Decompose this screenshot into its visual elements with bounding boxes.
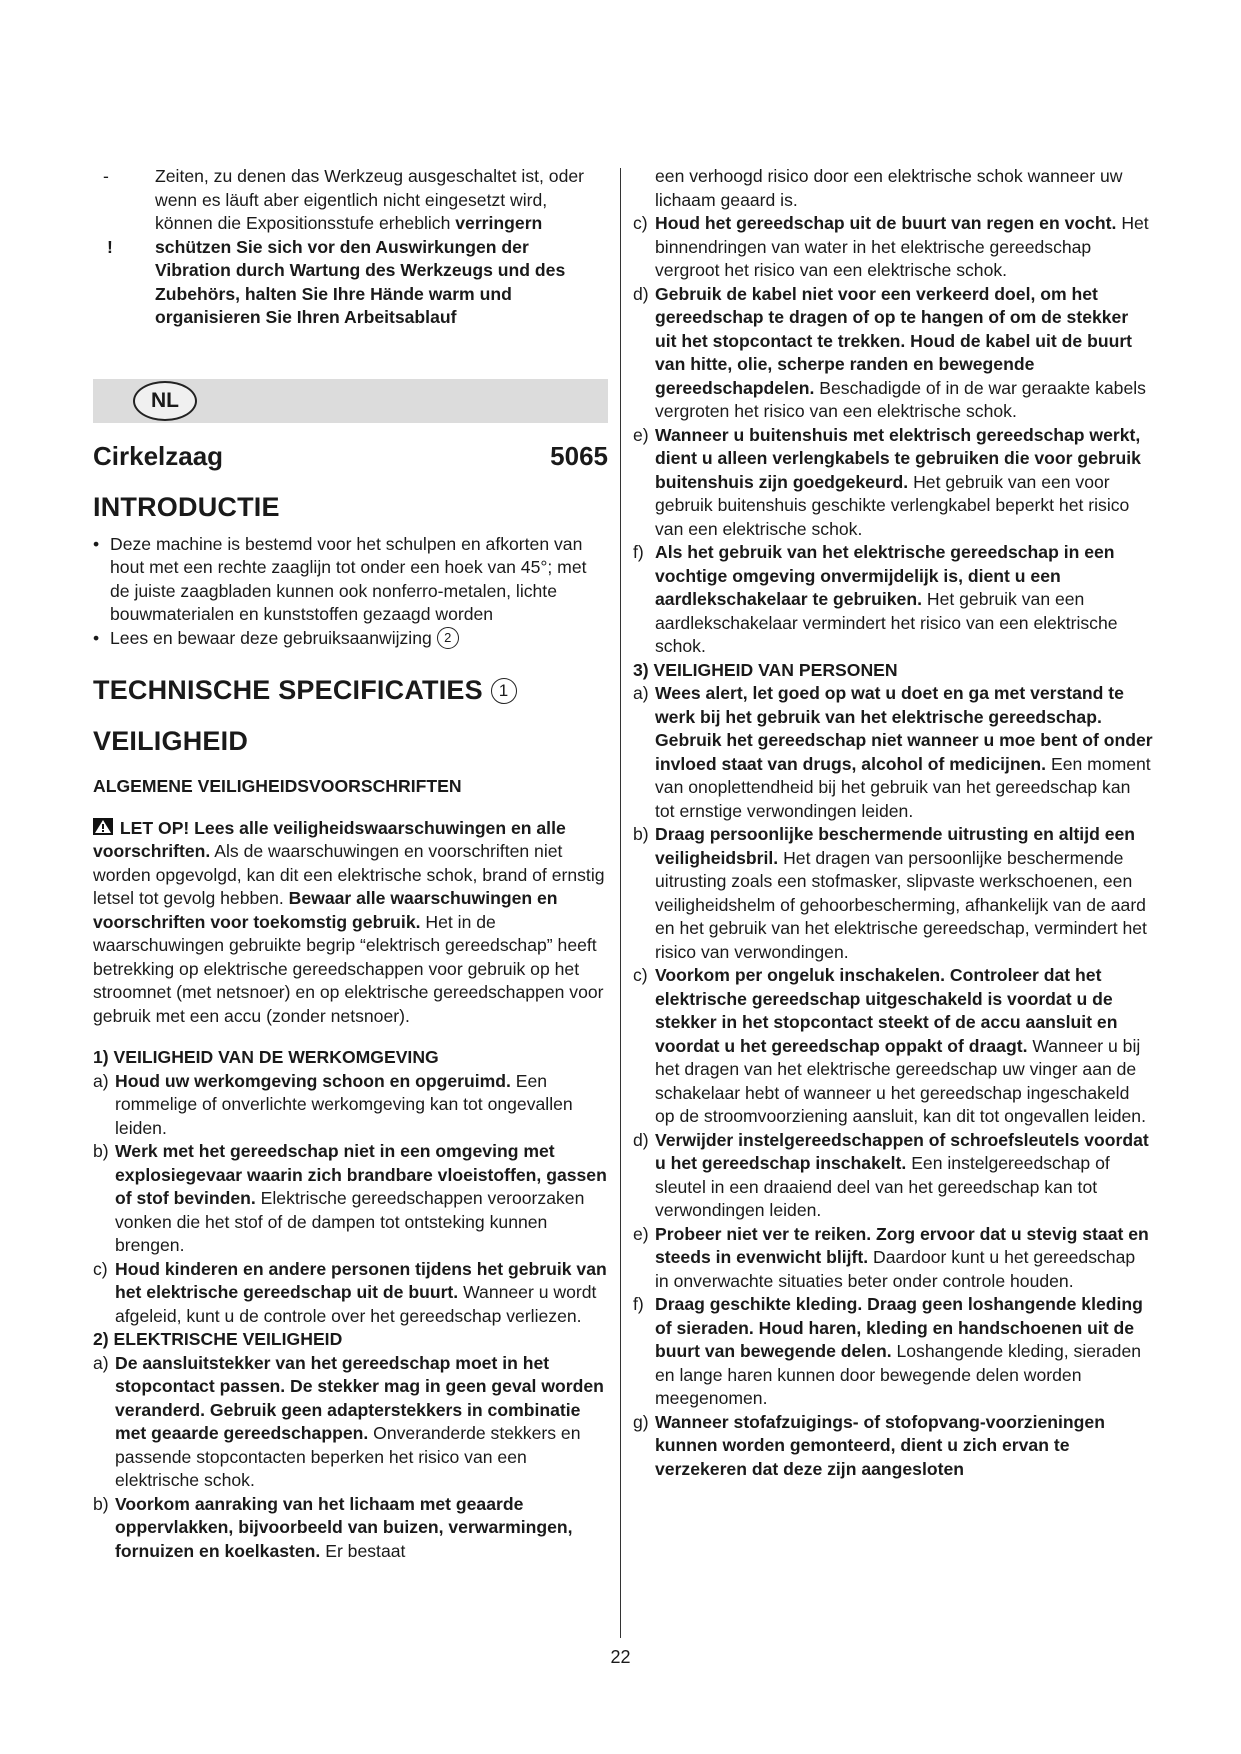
s3-item-f [633, 1293, 1153, 1411]
item-text: Het gebruik van een voor gebruik buitenshuis geschikte verlengkabel beperkt het risico van een elektrische schok. [655, 471, 1130, 539]
intro-bullet-1 [93, 533, 608, 627]
page-number: 22 [610, 1647, 631, 1667]
item-bold: Draag geschikte kleding. Draag geen loshangende kleding of sieraden. Houd haren, kleding en handschoenen uit de buurt van bewegende delen. [655, 1294, 1143, 1361]
s1-item-a [93, 1070, 608, 1141]
item-label: f) [633, 1294, 644, 1314]
s3-item-g [633, 1411, 1153, 1482]
general-warning [93, 817, 608, 1029]
safety-heading: VEILIGHEID [93, 726, 249, 756]
s3-item-d [633, 1129, 1153, 1223]
bullet-dot: • [93, 533, 100, 554]
language-bar [93, 379, 608, 423]
item-text: Er bestaat [325, 1540, 406, 1561]
item-bold: Wanneer stofafzuigings- of stofopvang-voorzieningen kunnen worden gemonteerd, dient u zich ervan te verzekeren dat deze zijn aangesloten [655, 1411, 1105, 1479]
column-divider [620, 168, 621, 1638]
dash-bold: verringern [455, 213, 543, 233]
item-text: Wanneer u wordt afgeleid, kunt u de controle over het gereedschap verliezen. [115, 1282, 597, 1326]
warning-text-2: Het in de waarschuwingen gebruikte begrip “elektrisch gereedschap” heeft betrekking op elektrische gereedschappen voor gebruik op het stroomnet (met netsnoer) en op elektrische gereedschappen voor gebruik met een accu (zonder netsnoer). [93, 911, 604, 1026]
dash-text: Zeiten, zu denen das Werkzeug ausgeschaltet ist, oder wenn es läuft aber eigentlich nicht eingesetzt wird, können die Expositionsstufe erheblich [155, 166, 585, 233]
s2-item-a [93, 1352, 608, 1493]
section-1-heading: 1) VEILIGHEID VAN DE WERKOMGEVING [93, 1047, 439, 1067]
item-label: b) [93, 1141, 109, 1161]
item-text: Wanneer u bij het dragen van het elektrische gereedschap uw vinger aan de schakelaar hebt of wanneer u het gereedschap ingeschakeld op de stroomvoorziening aansluit, kan dit tot ongevallen leiden. [655, 1035, 1146, 1126]
language-badge: NL [133, 381, 197, 421]
product-model: 5065 [550, 440, 608, 471]
item-text: Een moment van onoplettendheid bij het gebruik van het gereedschap kan tot ernstige verwondingen leiden. [655, 753, 1151, 821]
s2-item-b [93, 1493, 608, 1564]
warning-bold: LET OP! Lees alle veiligheidswaarschuwingen en alle voorschriften. [93, 817, 566, 861]
item-text: Het gebruik van een aardlekschakelaar vermindert het risico van een elektrische schok. [655, 589, 1118, 656]
item-label: e) [633, 1223, 649, 1244]
item-label: a) [633, 683, 649, 703]
item-text: Een rommelige of onverlichte werkomgeving kan tot ongevallen leiden. [115, 1070, 573, 1138]
s3-item-e [633, 1223, 1153, 1294]
item-label: e) [633, 424, 649, 445]
dash-item [103, 165, 608, 236]
intro-heading: INTRODUCTIE [93, 491, 280, 522]
s2-item-d [633, 283, 1153, 424]
s3-item-c [633, 964, 1153, 1129]
s2-item-f [633, 541, 1153, 659]
item-bold: Probeer niet ver te reiken. Zorg ervoor dat u stevig staat en steeds in evenwicht blijft. [655, 1223, 1149, 1267]
item-label: d) [633, 283, 649, 304]
excl-item [107, 236, 608, 330]
item-text: Beschadigde of in de war geraakte kabels vergroten het risico van een elektrische schok. [655, 377, 1146, 421]
item-bold: De aansluitstekker van het gereedschap moet in het stopcontact passen. De stekker mag in geen geval worden veranderd. Gebruik geen adapterstekkers in combinatie met geaarde gereedschappen. [115, 1352, 604, 1443]
excl-bold: schützen Sie sich vor den Auswirkungen der Vibration durch Wartung des Werkzeugs und des Zubehörs, halten Sie Ihre Hände warm und organisieren Sie Ihren Arbeitsablauf [155, 236, 566, 327]
item-bold: Als het gebruik van het elektrische gereedschap in een vochtige omgeving onvermijdelijk is, dient u een aardlekschakelaar te gebruiken. [655, 542, 1115, 609]
item-label: c) [633, 213, 648, 233]
item-bold: Werk met het gereedschap niet in een omgeving met explosiegevaar waarin zich brandbare vloeistoffen, gassen of stof bevinden. [115, 1141, 607, 1208]
s2-item-c [633, 212, 1153, 283]
item-bold: Verwijder instelgereedschappen of schroefsleutels voordat u het gereedschap inschakelt. [655, 1129, 1149, 1173]
s1-item-c [93, 1258, 608, 1329]
product-name: Cirkelzaag [93, 440, 224, 471]
warning-text-1: Als de waarschuwingen en voorschriften niet worden opgevolgd, kan dit een elektrische schok, brand of ernstig letsel tot gevolg hebben. [93, 841, 605, 908]
specs-heading [93, 672, 608, 708]
item-label: c) [633, 965, 648, 985]
item-text: Het binnendringen van water in het elektrische gereedschap vergroot het risico van een elektrische schok. [655, 213, 1149, 280]
s1-item-b [93, 1140, 608, 1258]
general-safety-heading: ALGEMENE VEILIGHEIDSVOORSCHRIFTEN [93, 776, 462, 796]
intro-bullet-1-text: Deze machine is bestemd voor het schulpen en afkorten van hout met een rechte zaaglijn tot onder een hoek van 45°; met de juiste zaagbladen kunnen ook nonferro-metalen, lichte bouwmaterialen en kunststoffen gezaagd worden [110, 533, 587, 624]
item-text: Een instelgereedschap of sleutel in een draaiend deel van het gereedschap kan tot verwondingen leiden. [655, 1153, 1110, 1220]
item-text: Elektrische gereedschappen veroorzaken vonken die het stof of de dampen tot ontsteking kunnen brengen. [115, 1188, 585, 1255]
item-bold: Draag persoonlijke beschermende uitrusting en altijd een veiligheidsbril. [655, 824, 1136, 868]
s3-item-b [633, 823, 1153, 964]
item-bold: Houd uw werkomgeving schoon en opgeruimd. [115, 1070, 511, 1091]
item-label: d) [633, 1129, 649, 1150]
item-text: Daardoor kunt u het gereedschap in onverwachte situaties beter onder controle houden. [655, 1247, 1136, 1291]
section-3-heading: 3) VEILIGHEID VAN PERSONEN [633, 659, 898, 680]
item-bold: Voorkom aanraking van het lichaam met geaarde oppervlakken, bijvoorbeeld van buizen, verwarmingen, fornuizen en koelkasten. [115, 1493, 573, 1561]
item-text: een verhoogd risico door een elektrische schok wanneer uw lichaam geaard is. [655, 166, 1123, 210]
item-label: f) [633, 542, 644, 562]
figure-ref-1: 1 [491, 678, 517, 704]
excl-marker: ! [107, 236, 113, 257]
left-column [93, 165, 608, 1563]
item-label: b) [93, 1493, 109, 1514]
item-bold: Wanneer u buitenshuis met elektrisch gereedschap werkt, dient u alleen verlengkabels te gebruiken die voor gebruik buitenshuis zijn goedgekeurd. [655, 424, 1141, 492]
right-column [633, 165, 1153, 1481]
s3-item-a [633, 682, 1153, 823]
specs-heading-text: TECHNISCHE SPECIFICATIES [93, 675, 483, 705]
intro-bullet-2 [93, 627, 608, 651]
warning-bold-2: Bewaar alle waarschuwingen en voorschriften voor toekomstig gebruik. [93, 888, 558, 932]
item-label: c) [93, 1258, 108, 1279]
item-bold: Gebruik de kabel niet voor een verkeerd doel, om het gereedschap te dragen of op te hangen of om de stekker uit het stopcontact te trekken. Houd de kabel uit de buurt van hitte, olie, scherpe randen en bewegende gereedschapdelen. [655, 283, 1133, 398]
item-bold: Voorkom per ongeluk inschakelen. Controleer dat het elektrische gereedschap uitgeschakeld is voordat u de stekker in het stopcontact steekt of de accu aansluit en voordat u het gereedschap oppakt of draagt. [655, 965, 1118, 1056]
dash-marker: - [103, 166, 109, 186]
bullet-dot: • [93, 627, 100, 648]
item-text: Het dragen van persoonlijke beschermende uitrusting zoals een stofmasker, slipvaste werkschoenen, een veiligheidshelm of gehoorbescherming, afhankelijk van de aard en het gebruik van het elektrische gereedschap, vermindert het risico van verwondingen. [655, 847, 1147, 962]
warning-icon [93, 818, 113, 835]
item-bold: Wees alert, let goed op wat u doet en ga met verstand te werk bij het gebruik van het elektrische gereedschap. Gebruik het gereedschap niet wanneer u moe bent of onder invloed staat van drugs, alcohol of medicijnen. [655, 683, 1153, 774]
s2-item-e [633, 424, 1153, 542]
figure-ref-2: 2 [437, 627, 459, 649]
item-label: a) [93, 1070, 109, 1091]
s2-item-b-continued [633, 165, 1153, 212]
intro-bullet-2-text: Lees en bewaar deze gebruiksaanwijzing [110, 627, 432, 648]
item-bold: Houd kinderen en andere personen tijdens het gebruik van het elektrische gereedschap uit de buurt. [115, 1258, 607, 1302]
item-text: Onveranderde stekkers en passende stopcontacten beperken het risico van een elektrische schok. [115, 1423, 581, 1490]
item-bold: Houd het gereedschap uit de buurt van regen en vocht. [655, 213, 1117, 233]
item-text: Loshangende kleding, sieraden en lange haren kunnen door bewegende delen worden meegenomen. [655, 1341, 1142, 1408]
item-label: b) [633, 824, 649, 844]
item-label: a) [93, 1352, 109, 1373]
item-label: g) [633, 1411, 649, 1432]
product-title-row [93, 439, 608, 473]
section-2-heading: 2) ELEKTRISCHE VEILIGHEID [93, 1329, 343, 1349]
